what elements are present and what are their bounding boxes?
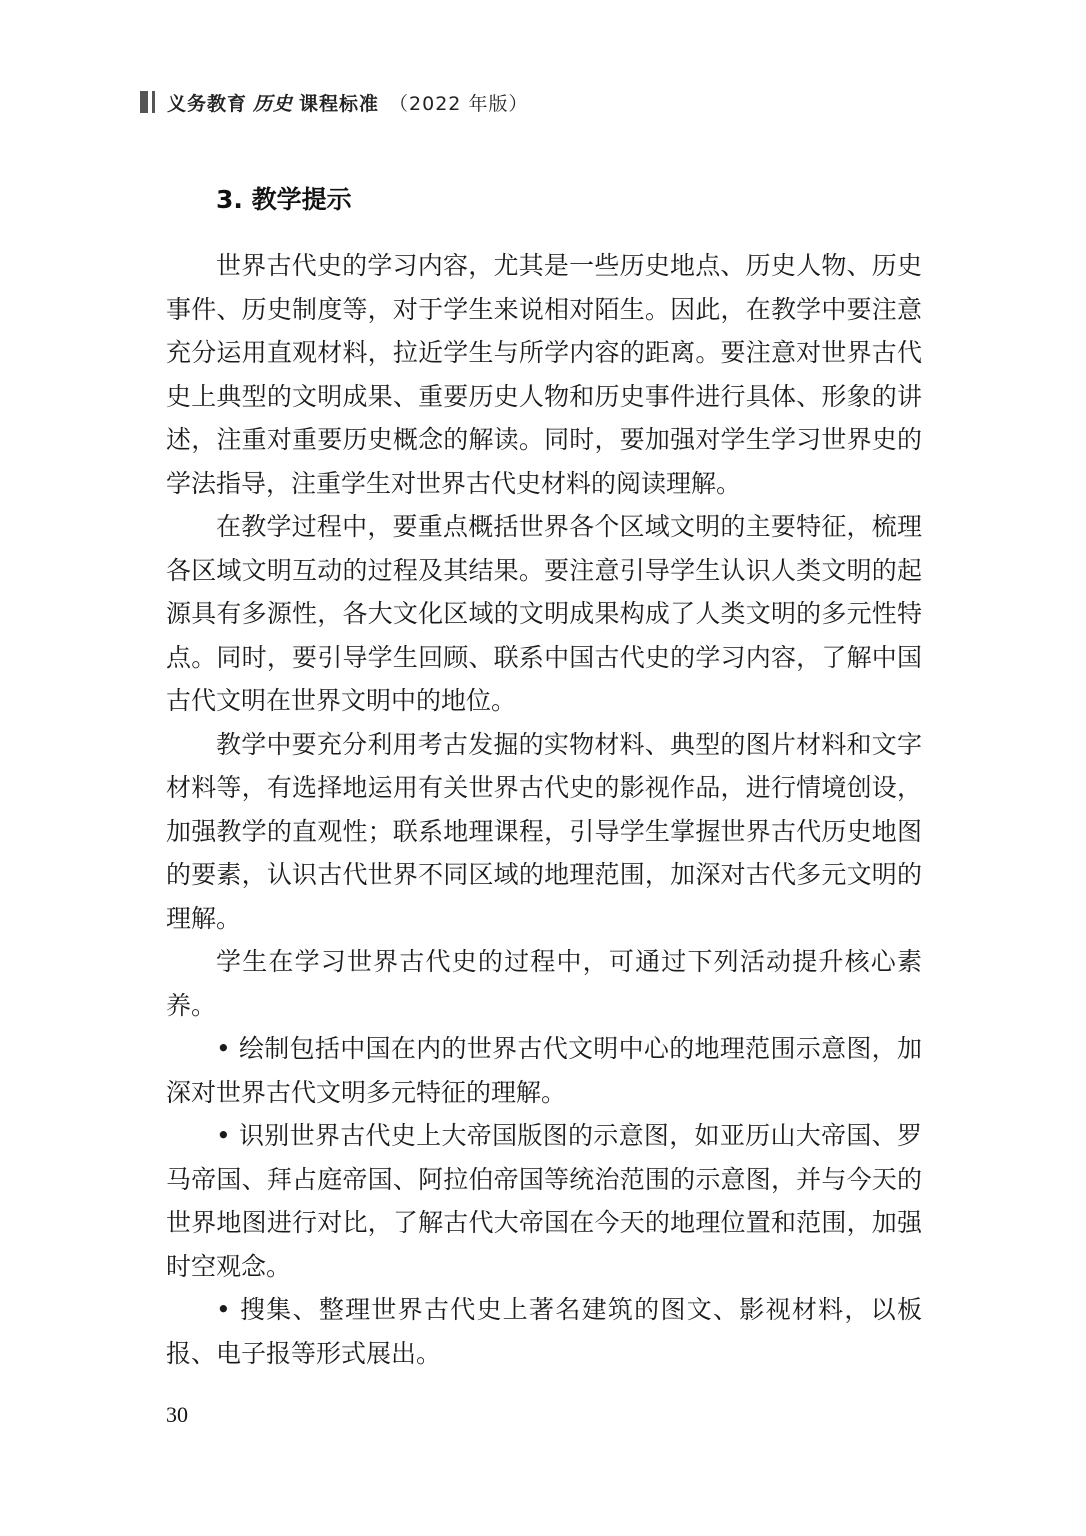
header-edition: （2022 年版） bbox=[389, 92, 529, 115]
bullet-item: • 绘制包括中国在内的世界古代文明中心的地理范围示意图，加深对世界古代文明多元特征的理解。 bbox=[166, 1034, 922, 1107]
paragraph: 教学中要充分利用考古发掘的实物材料、典型的图片材料和文字材料等，有选择地运用有关世界古代史的影视作品，进行情境创设，加强教学的直观性；联系地理课程，引导学生掌握世界古代历史地图的要素，认识古代世界不同区域的地理范围，加深对古代多元文明的理解。 bbox=[166, 729, 922, 933]
page-number: 30 bbox=[166, 1402, 188, 1427]
paragraph: 在教学过程中，要重点概括世界各个区域文明的主要特征，梳理各区域文明互动的过程及其结果。要注意引导学生认识人类文明的起源具有多源性，各大文化区域的文明成果构成了人类文明的多元性特点。同时，要引导学生回顾、联系中国古代史的学习内容，了解中国古代文明在世界文明中的地位。 bbox=[166, 512, 922, 715]
bullet-item: • 识别世界古代史上大帝国版图的示意图，如亚历山大帝国、罗马帝国、拜占庭帝国、阿拉伯帝国等统治范围的示意图，并与今天的世界地图进行对比，了解古代大帝国在今天的地理位置和范围，加强时空观念。 bbox=[166, 1121, 922, 1281]
paragraph: 世界古代史的学习内容，尤其是一些历史地点、历史人物、历史事件、历史制度等，对于学生来说相对陌生。因此，在教学中要注意充分运用直观材料，拉近学生与所学内容的距离。要注意对世界古代史上典型的文明成果、重要历史人物和历史事件进行具体、形象的讲述，注重对重要历史概念的解读。同时，要加强对学生学习世界史的学法指导，注重学生对世界古代史材料的阅读理解。 bbox=[166, 251, 922, 498]
paragraph: 学生在学习世界古代史的过程中，可通过下列活动提升核心素养。 bbox=[166, 947, 922, 1020]
header-bar-thick bbox=[140, 91, 148, 113]
header-title bbox=[167, 89, 528, 116]
bullet-item: • 搜集、整理世界古代史上著名建筑的图文、影视材料，以板报、电子报等形式展出。 bbox=[166, 1295, 922, 1368]
header-bar-thin bbox=[152, 91, 155, 113]
running-header bbox=[140, 88, 528, 116]
header-part-2: 历史 bbox=[253, 92, 294, 115]
body-text bbox=[166, 244, 922, 1375]
header-part-3: 课程标准 bbox=[299, 92, 380, 115]
header-part-1: 义务教育 bbox=[167, 92, 248, 115]
section-title: 3. 教学提示 bbox=[216, 185, 352, 214]
header-bar-mark bbox=[140, 91, 155, 113]
